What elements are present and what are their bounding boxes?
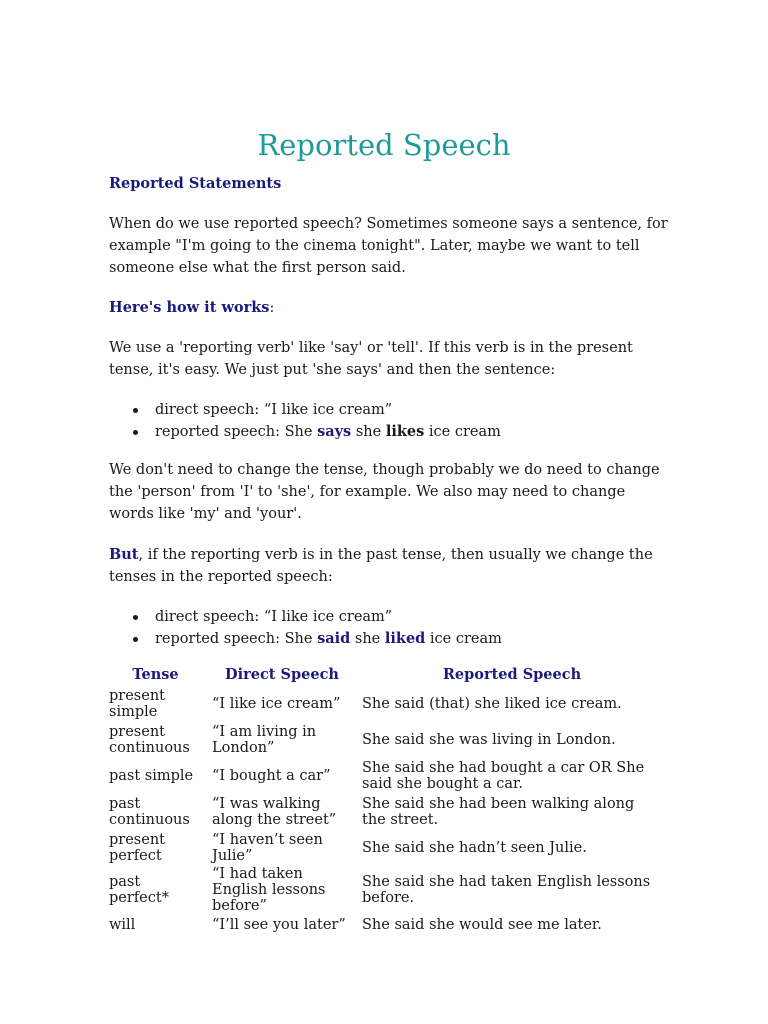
table-row <box>104 758 667 794</box>
direct-speech-cell: “I am living in London” <box>212 724 317 756</box>
table-row <box>104 914 667 936</box>
but-emphasis: But <box>109 546 139 563</box>
tense-cell: past perfect* <box>109 874 169 906</box>
column-header-tense: Tense <box>132 666 179 683</box>
direct-speech-example: direct speech: “I like ice cream” <box>155 402 393 418</box>
column-header-reported-speech: Reported Speech <box>442 666 582 683</box>
reported-speech-suffix: ice cream <box>425 631 502 647</box>
tense-cell: past simple <box>109 768 194 784</box>
table-row <box>104 794 667 830</box>
highlighted-verb: liked <box>384 630 426 647</box>
list-item <box>130 628 502 650</box>
intro-paragraph: When do we use reported speech? Sometimes someone says a sentence, for example "I'm going to the cinema tonight". Later, maybe we want to tell someone else what the first person said. <box>109 216 668 276</box>
reported-speech-cell: She said she was living in London. <box>362 732 616 748</box>
reported-speech-cell: She said (that) she liked ice cream. <box>362 696 622 712</box>
section-heading-reported-statements: Reported Statements <box>109 175 282 192</box>
reported-speech-prefix: reported speech: She <box>155 424 318 440</box>
highlighted-verb: likes <box>385 423 425 440</box>
table-row <box>104 722 667 758</box>
reported-speech-prefix: reported speech: She <box>155 631 318 647</box>
past-tense-text: , if the reporting verb is in the past tense, then usually we change the tenses in the reported speech: <box>109 547 653 585</box>
direct-speech-cell: “I haven’t seen Julie” <box>212 832 323 864</box>
bullet-list-past <box>130 606 502 650</box>
highlighted-verb: says <box>317 423 352 440</box>
how-it-works-colon: : <box>269 300 275 316</box>
past-tense-paragraph <box>109 544 669 588</box>
direct-speech-cell: “I like ice cream” <box>212 696 341 712</box>
how-it-works-label: Here's how it works <box>109 299 270 316</box>
reported-speech-cell: She said she had taken English lessons before. <box>362 874 651 906</box>
direct-speech-cell: “I’ll see you later” <box>212 917 346 933</box>
tense-cell: present continuous <box>109 724 190 756</box>
table-row <box>104 686 667 722</box>
list-item <box>130 421 501 443</box>
page-title: Reported Speech <box>257 128 511 162</box>
reported-speech-suffix: ice cream <box>424 424 501 440</box>
reported-speech-cell: She said she would see me later. <box>362 917 602 933</box>
highlighted-verb: said <box>317 630 351 647</box>
reported-speech-cell: She said she had bought a car OR She said she bought a car. <box>362 760 645 792</box>
tense-cell: present perfect <box>109 832 165 864</box>
direct-speech-cell: “I was walking along the street” <box>212 796 337 828</box>
table-row <box>104 830 667 866</box>
direct-speech-cell: “I had taken English lessons before” <box>212 866 326 914</box>
list-item <box>130 399 501 421</box>
direct-speech-example: direct speech: “I like ice cream” <box>155 609 393 625</box>
column-header-direct-speech: Direct Speech <box>225 666 339 683</box>
reported-speech-cell: She said she had been walking along the street. <box>362 796 635 828</box>
tense-cell: present simple <box>109 688 165 720</box>
tense-cell: past continuous <box>109 796 190 828</box>
reported-speech-middle: she <box>351 424 386 440</box>
bullet-list-present <box>130 399 501 443</box>
table-row <box>104 866 667 914</box>
reporting-verb-paragraph: We use a 'reporting verb' like 'say' or 'tell'. If this verb is in the present tense, it's easy. We just put 'she says' and then the sentence: <box>109 340 633 378</box>
tense-cell: will <box>109 917 136 933</box>
table-header-row <box>104 664 667 686</box>
section-heading-how-it-works <box>109 297 274 319</box>
tense-table <box>104 664 667 936</box>
reported-speech-cell: She said she hadn’t seen Julie. <box>362 840 587 856</box>
direct-speech-cell: “I bought a car” <box>212 768 331 784</box>
list-item <box>130 606 502 628</box>
person-change-paragraph: We don't need to change the tense, though probably we do need to change the 'person' from 'I' to 'she', for example. We also may need to change words like 'my' and 'your'. <box>109 462 660 522</box>
reported-speech-middle: she <box>350 631 385 647</box>
